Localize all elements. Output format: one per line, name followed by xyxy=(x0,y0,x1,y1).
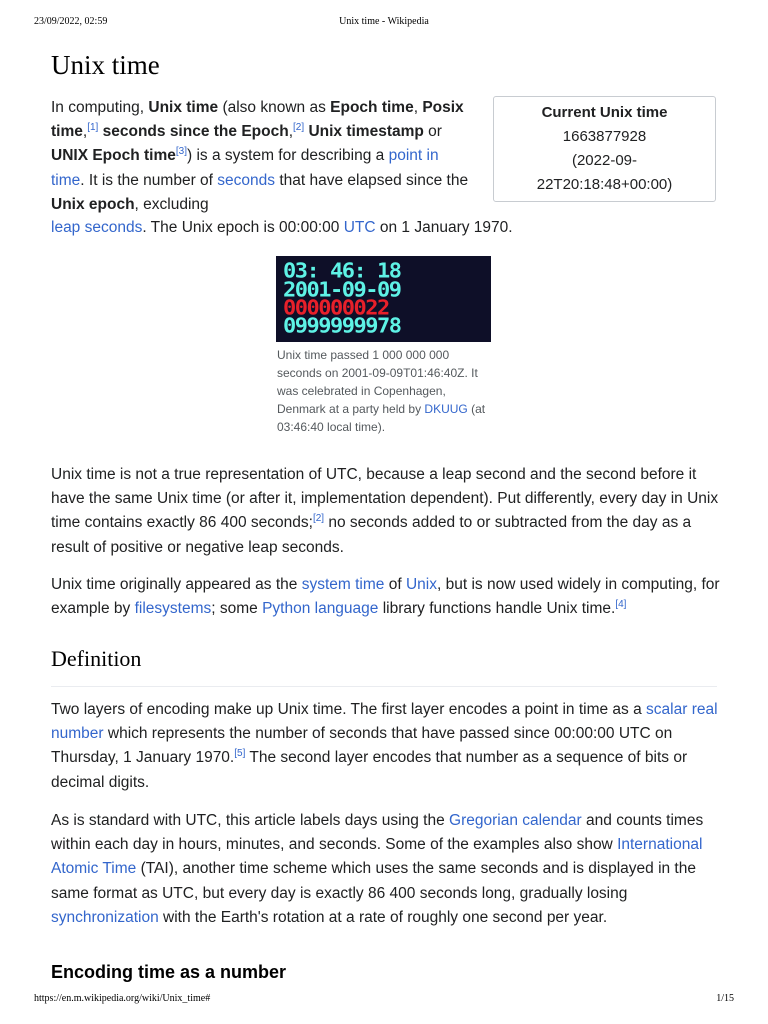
counter-red-display: 000000022 xyxy=(283,297,389,321)
figure-caption: Unix time passed 1 000 000 000 seconds on 2001-09-09T01:46:40Z. It was celebrated in Copenhagen, Denmark at a party held by DKUUG (at 03:46:40 local time). xyxy=(277,348,486,434)
print-doc-title: Unix time - Wikipedia xyxy=(339,16,429,27)
print-timestamp: 23/09/2022, 02:59 xyxy=(34,16,108,27)
clock-time-display: 03: 46: 18 xyxy=(283,260,401,284)
ref-2b[interactable]: [2] xyxy=(312,513,325,525)
infobox-date-line2: 22T20:18:48+00:00) xyxy=(536,176,673,193)
heading-divider xyxy=(51,686,717,687)
link-scalar-real-number[interactable]: scalar real number xyxy=(51,701,718,743)
print-url: https://en.m.wikipedia.org/wiki/Unix_time# xyxy=(34,993,211,1004)
link-synchronization[interactable]: synchronization xyxy=(51,908,159,926)
infobox-title: Current Unix time xyxy=(541,104,668,121)
paragraph-leap-seconds: Unix time is not a true representation of UTC, because a leap second and the second before it have the same Unix time (or after it, implementation dependent). Put differently, every day in Unix time contains exactly 86 400 seconds;[2] no seconds added to or subtracted from the day as a result of positive or negative leap seconds. xyxy=(51,466,719,556)
link-unix[interactable]: Unix xyxy=(405,576,437,593)
link-filesystems[interactable]: filesystems xyxy=(134,600,212,618)
link-seconds[interactable]: seconds xyxy=(217,171,276,189)
link-international-atomic-time[interactable]: International Atomic Time xyxy=(51,836,703,878)
link-system-time[interactable]: system time xyxy=(301,576,385,593)
print-page-number: 1/15 xyxy=(716,993,734,1004)
intro-paragraph: In computing, Unix time (also known as Epoch time, Posix time,[1] seconds since the Epoch,[2] Unix timestamp or UNIX Epoch time[3]) is a system for describing a point in time. It is the number of seconds that have elapsed since the Unix epoch, excluding xyxy=(51,99,469,213)
ref-2[interactable]: [2] xyxy=(293,122,305,134)
link-dkuug[interactable]: DKUUG xyxy=(424,402,468,416)
heading-encoding-time: Encoding time as a number xyxy=(51,962,287,982)
paragraph-origin: Unix time originally appeared as the system time of Unix, but is now used widely in computing, for example by filesystems; some Python language library functions handle Unix time.[4] xyxy=(51,576,720,618)
ref-1[interactable]: [1] xyxy=(87,122,99,134)
page-title: Unix time xyxy=(51,50,160,80)
ref-4[interactable]: [4] xyxy=(615,599,627,611)
link-python-language[interactable]: Python language xyxy=(262,600,379,618)
infobox-date-line1: (2022-09- xyxy=(571,152,638,169)
link-gregorian-calendar[interactable]: Gregorian calendar xyxy=(449,812,582,829)
link-leap-seconds[interactable]: leap seconds xyxy=(51,219,143,236)
paragraph-utc-standard: As is standard with UTC, this article labels days using the Gregorian calendar and counts times within each day in hours, minutes, and seconds. Some of the examples also show International Atomic Time (TAI), another time scheme which uses the same seconds and is displayed in the same format as UTC, but every day is exactly 86 400 seconds long, gradually losing synchronization with the Earth's rotation at a rate of roughly one second per year. xyxy=(51,812,704,926)
link-point-in-time[interactable]: point in time xyxy=(51,147,439,189)
intro-paragraph-end: leap seconds. The Unix epoch is 00:00:00 UTC on 1 January 1970. xyxy=(51,219,513,236)
infobox xyxy=(493,96,716,202)
ref-3[interactable]: [3] xyxy=(175,146,188,158)
link-utc[interactable]: UTC xyxy=(343,219,376,236)
clock-photo xyxy=(276,256,491,342)
counter-cyan-display: 0999999978 xyxy=(283,315,401,339)
heading-definition: Definition xyxy=(51,646,142,671)
infobox-value: 1663877928 xyxy=(562,128,647,145)
paragraph-encoding-layers: Two layers of encoding make up Unix time. The first layer encodes a point in time as a scalar real number which represents the number of seconds that have passed since 00:00:00 UTC on Thursday, 1 January 1970.[5] The second layer encodes that number as a sequence of bits or decimal digits. xyxy=(51,701,718,791)
ref-5[interactable]: [5] xyxy=(234,748,246,760)
clock-date-display: 2001-09-09 xyxy=(283,279,401,303)
